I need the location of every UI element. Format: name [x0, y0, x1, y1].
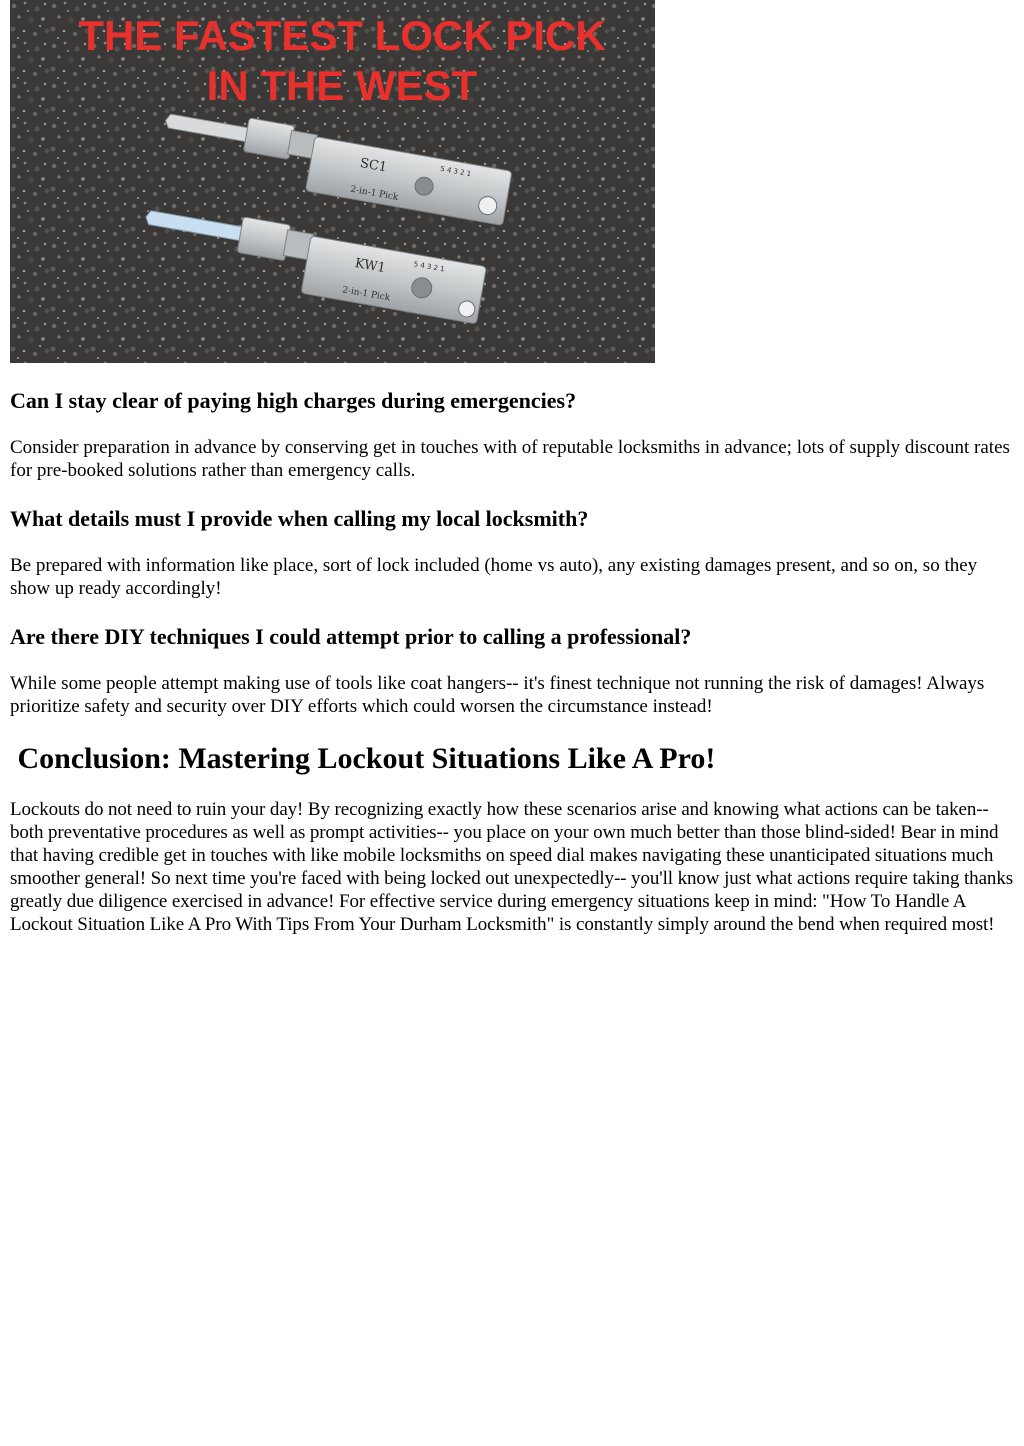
pick2-model-label: KW1: [353, 256, 387, 277]
headline-line-2: IN THE WEST: [206, 62, 478, 109]
faq-answer-3: While some people attempt making use of tools like coat hangers-- it's finest technique not running the risk of damages! Always prioritize safety and security over DIY efforts which could worsen the circumstance instead!: [10, 673, 985, 717]
article-content: [10, 388, 1014, 936]
faq-question-3: Are there DIY techniques I could attempt prior to calling a professional?: [10, 624, 692, 649]
pick1-caption: 2-in-1 Pick: [349, 184, 400, 203]
pick2-scale: 5 4 3 2 1: [413, 260, 446, 274]
faq-question-1: Can I stay clear of paying high charges during emergencies?: [10, 388, 577, 413]
pick2-caption: 2-in-1 Pick: [341, 285, 391, 304]
conclusion-body: Lockouts do not need to ruin your day! By recognizing exactly how these scenarios arise and knowing what actions can be taken-- both preventative procedures as well as prompt activities-- you place on your own much better than those blind-sided! Bear in mind that having credible get in touches with like mobile locksmiths on speed dial makes navigating these unanticipated situations much smoother general! So next time you're faced with being locked out unexpectedly-- you'll know just what actions require taking thanks greatly due diligence exercised in advance! For effective service during emergency situations keep in mind: "How To Handle A Lockout Situation Like A Pro With Tips From Your Durham Locksmith" is constantly simply around the bend when required most!: [10, 799, 1014, 935]
faq-question-2: What details must I provide when calling my local locksmith?: [10, 506, 589, 531]
lock-pick-photo: [10, 0, 655, 363]
conclusion-heading: [10, 742, 1014, 776]
conclusion-heading-text: Conclusion: Mastering Lockout Situations Like A Pro!: [17, 742, 716, 775]
headline-line-1: THE FASTEST LOCK PICK: [78, 12, 606, 59]
pick1-model-label: SC1: [358, 155, 389, 176]
pick1-scale: 5 4 3 2 1: [439, 164, 472, 179]
faq-answer-1: Consider preparation in advance by conserving get in touches with of reputable locksmiths in advance; lots of supply discount rates for pre-booked solutions rather than emergency calls.: [10, 437, 1010, 481]
faq-answer-2: Be prepared with information like place, sort of lock included (home vs auto), any existing damages present, and so on, so they show up ready accordingly!: [10, 555, 978, 599]
